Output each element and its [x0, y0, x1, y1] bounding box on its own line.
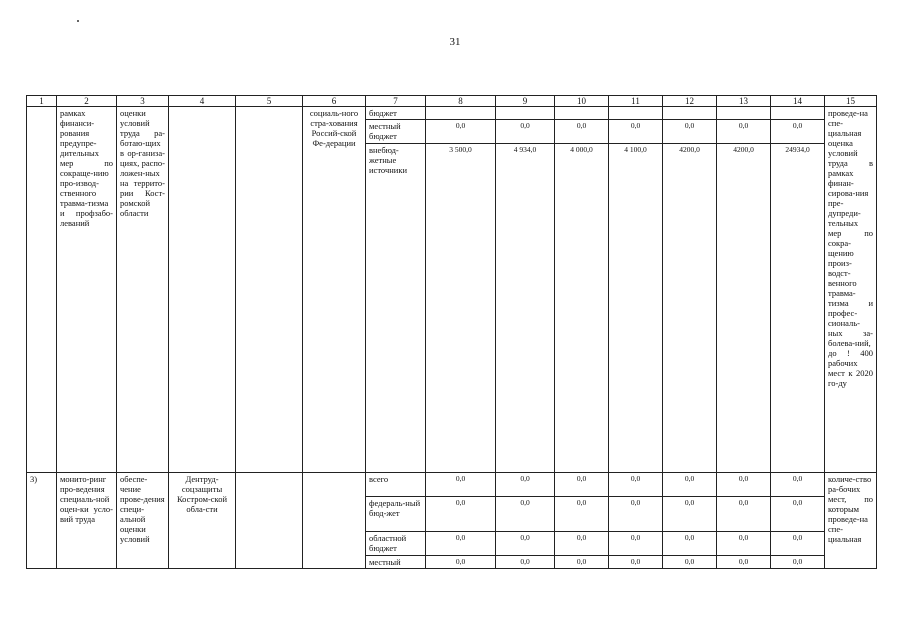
header-col-7: 7 — [366, 96, 426, 107]
header-col-6: 6 — [303, 96, 366, 107]
header-col-9: 9 — [496, 96, 555, 107]
value-cell: 0,0 — [663, 497, 717, 532]
activity-description: монито-ринг про-ведения специаль-ной оцен-ки усло-вий труда — [57, 473, 117, 569]
executor-cell — [169, 107, 236, 473]
value-cell: 0,0 — [609, 120, 663, 144]
page-number: 31 — [449, 36, 461, 48]
value-cell: 0,0 — [717, 556, 771, 569]
activity-description: рамках финанси-рования предупре-дительных мер по сокраще-нию про-извод-ственного травма-тизма и профзабо-леваний — [57, 107, 117, 473]
value-cell — [663, 107, 717, 120]
value-cell: 0,0 — [555, 120, 609, 144]
header-col-1: 1 — [27, 96, 57, 107]
value-cell: 4 934,0 — [496, 144, 555, 473]
header-col-12: 12 — [663, 96, 717, 107]
scan-speck — [77, 20, 79, 22]
value-cell — [771, 107, 825, 120]
value-cell — [496, 107, 555, 120]
header-col-11: 11 — [609, 96, 663, 107]
funding-source-label: местный — [366, 556, 426, 569]
row-number-cell: 3) — [27, 473, 57, 569]
value-cell: 0,0 — [717, 532, 771, 556]
funding-source-label: местный бюджет — [366, 120, 426, 144]
col5-cell — [236, 473, 303, 569]
value-cell: 0,0 — [609, 497, 663, 532]
executor-cell: Дентруд-соцзащиты Костром-ской обла-сти — [169, 473, 236, 569]
value-cell: 0,0 — [609, 556, 663, 569]
expected-result: проведе-на спе-циальная оценка условий труда в рамках финан-сирова-ния пре-дупреди-тельных мер по сокра-щению произ-водст-венного травма-тизма и профес-сиональ-ных за-болева-ний, до ! 400 рабочих мест к 2020 го-ду — [825, 107, 877, 473]
funding-source-label: всего — [366, 473, 426, 497]
header-col-8: 8 — [426, 96, 496, 107]
funding-source-label: бюджет — [366, 107, 426, 120]
header-row — [27, 96, 877, 107]
value-cell: 0,0 — [717, 473, 771, 497]
value-cell: 0,0 — [609, 473, 663, 497]
value-cell: 0,0 — [496, 120, 555, 144]
header-col-3: 3 — [117, 96, 169, 107]
value-cell: 0,0 — [771, 473, 825, 497]
value-cell: 0,0 — [426, 532, 496, 556]
value-cell: 0,0 — [496, 497, 555, 532]
value-cell: 0,0 — [426, 497, 496, 532]
value-cell: 0,0 — [663, 556, 717, 569]
row-number-cell — [27, 107, 57, 473]
source-organization: социаль-ного стра-хования Россий-ской Фе-дерации — [303, 107, 366, 473]
value-cell — [717, 107, 771, 120]
activity-goal: обеспе-чение прове-дения специ-альной оценки условий — [117, 473, 169, 569]
value-cell: 0,0 — [426, 556, 496, 569]
value-cell: 4200,0 — [717, 144, 771, 473]
value-cell: 24934,0 — [771, 144, 825, 473]
table-row — [27, 473, 877, 497]
value-cell: 0,0 — [771, 120, 825, 144]
value-cell: 0,0 — [555, 497, 609, 532]
value-cell: 0,0 — [555, 556, 609, 569]
value-cell: 0,0 — [771, 532, 825, 556]
value-cell: 0,0 — [496, 556, 555, 569]
value-cell: 0,0 — [555, 473, 609, 497]
value-cell: 0,0 — [496, 532, 555, 556]
header-col-15: 15 — [825, 96, 877, 107]
value-cell: 4 000,0 — [555, 144, 609, 473]
table-row — [27, 107, 877, 120]
value-cell — [555, 107, 609, 120]
value-cell: 0,0 — [496, 473, 555, 497]
value-cell: 0,0 — [426, 473, 496, 497]
value-cell: 0,0 — [555, 532, 609, 556]
col5-cell — [236, 107, 303, 473]
value-cell: 0,0 — [663, 532, 717, 556]
value-cell: 0,0 — [771, 497, 825, 532]
budget-table — [26, 95, 877, 569]
value-cell: 0,0 — [771, 556, 825, 569]
value-cell: 0,0 — [663, 120, 717, 144]
value-cell: 0,0 — [663, 473, 717, 497]
value-cell — [609, 107, 663, 120]
value-cell: 4200,0 — [663, 144, 717, 473]
value-cell — [426, 107, 496, 120]
header-col-4: 4 — [169, 96, 236, 107]
header-col-5: 5 — [236, 96, 303, 107]
value-cell: 0,0 — [717, 497, 771, 532]
header-col-2: 2 — [57, 96, 117, 107]
value-cell: 0,0 — [426, 120, 496, 144]
header-col-13: 13 — [717, 96, 771, 107]
value-cell: 4 100,0 — [609, 144, 663, 473]
funding-source-label: областной бюджет — [366, 532, 426, 556]
funding-source-label: федераль-ный бюд-жет — [366, 497, 426, 532]
value-cell: 0,0 — [717, 120, 771, 144]
value-cell: 0,0 — [609, 532, 663, 556]
funding-source-label: внебюд-жетные источники — [366, 144, 426, 473]
value-cell: 3 500,0 — [426, 144, 496, 473]
source-organization — [303, 473, 366, 569]
header-col-10: 10 — [555, 96, 609, 107]
expected-result: количе-ство ра-бочих мест, по которым проведе-на спе-циальная — [825, 473, 877, 569]
activity-goal: оценки условий труда ра-ботаю-щих в ор-ганиза-циях, распо-ложен-ных на террито-рии Кост-ромской области — [117, 107, 169, 473]
header-col-14: 14 — [771, 96, 825, 107]
